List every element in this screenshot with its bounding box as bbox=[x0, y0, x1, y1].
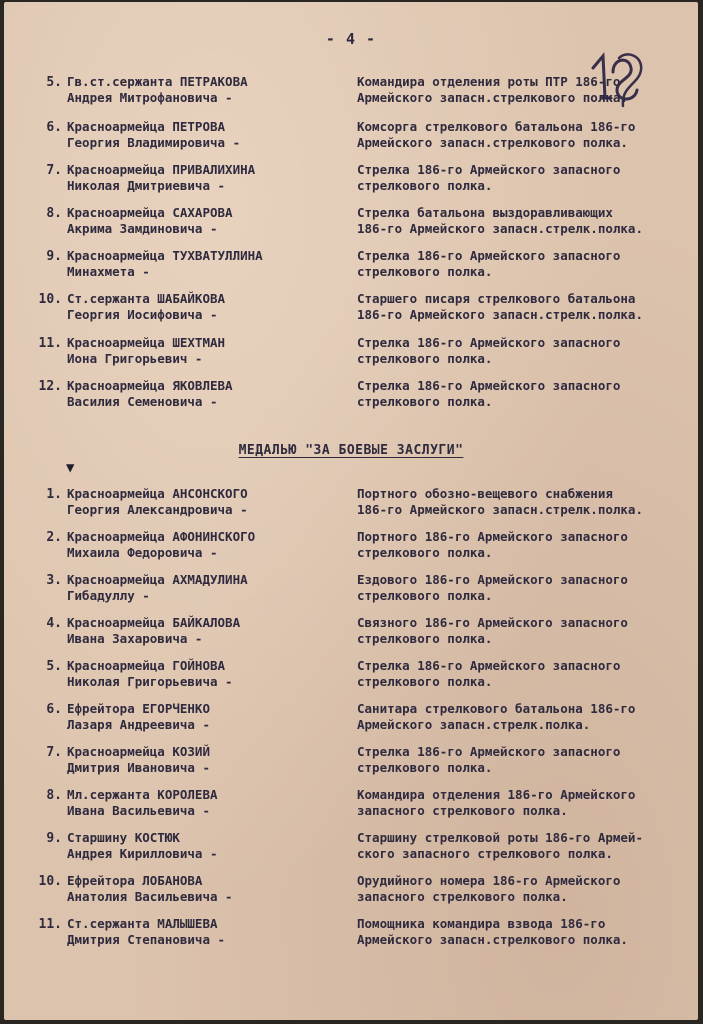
recipient-position: Стрелка батальона выздоравливающих 186-го Армейского запасн.стрелк.полка. bbox=[357, 205, 643, 236]
recipient-name: Красноармейца АФОНИНСКОГО Михаила Федоровича - bbox=[67, 529, 256, 560]
recipient-name: Красноармейца САХАРОВА Акрима Замдиновича - bbox=[67, 205, 233, 236]
list-item bbox=[4, 162, 698, 202]
recipient-name: Красноармейца АНСОНСКОГО Георгия Александровича - bbox=[67, 486, 248, 517]
item-number: 5. bbox=[46, 75, 62, 90]
recipient-name: Мл.сержанта КОРОЛЕВА Ивана Васильевича - bbox=[67, 787, 218, 818]
recipient-position: Связного 186-го Армейского запасного стрелкового полка. bbox=[357, 615, 628, 646]
list-item bbox=[4, 615, 698, 655]
recipient-name: Красноармейца ШЕХТМАН Иона Григорьевич - bbox=[67, 335, 226, 366]
list-item bbox=[4, 205, 698, 245]
list-item bbox=[4, 916, 698, 956]
recipient-position: Стрелка 186-го Армейского запасного стрелкового полка. bbox=[357, 248, 621, 279]
margin-mark-icon: ▼ bbox=[66, 460, 75, 476]
recipient-name: Ефрейтора ЕГОРЧЕНКО Лазаря Андреевича - bbox=[67, 701, 210, 732]
recipient-position: Стрелка 186-го Армейского запасного стрелкового полка. bbox=[357, 378, 621, 409]
list-item bbox=[4, 335, 698, 375]
recipient-name: Красноармейца АХМАДУЛИНА Гибадуллу - bbox=[67, 572, 248, 603]
item-number: 7. bbox=[46, 745, 62, 760]
recipient-position: Стрелка 186-го Армейского запасного стрелкового полка. bbox=[357, 658, 621, 689]
item-number: 2. bbox=[46, 530, 62, 545]
recipient-name: Красноармейца БАЙКАЛОВА Ивана Захаровича - bbox=[67, 615, 241, 646]
item-number: 7. bbox=[46, 163, 62, 178]
list-item bbox=[4, 291, 698, 331]
item-number: 8. bbox=[46, 206, 62, 221]
section-title: МЕДАЛЬЮ "ЗА БОЕВЫЕ ЗАСЛУГИ" bbox=[238, 443, 464, 458]
item-number: 10. bbox=[38, 292, 62, 307]
list-item bbox=[4, 529, 698, 569]
list-item bbox=[4, 378, 698, 418]
recipient-position: Стрелка 186-го Армейского запасного стрелкового полка. bbox=[357, 335, 621, 366]
item-number: 9. bbox=[46, 831, 62, 846]
recipient-position: Командира отделения роты ПТР 186-го Армейского запасн.стрелкового полка. bbox=[357, 74, 628, 105]
page-number: - 4 - bbox=[325, 30, 377, 48]
list-item bbox=[4, 873, 698, 913]
recipient-position: Командира отделения 186-го Армейского запасного стрелкового полка. bbox=[357, 787, 636, 818]
recipient-name: Ефрейтора ЛОБАНОВА Анатолия Васильевича - bbox=[67, 873, 233, 904]
recipient-name: Красноармейца ЯКОВЛЕВА Василия Семеновича - bbox=[67, 378, 233, 409]
recipient-position: Санитара стрелкового батальона 186-го Армейского запасн.стрелк.полка. bbox=[357, 701, 636, 732]
list-item bbox=[4, 248, 698, 288]
item-number: 10. bbox=[38, 874, 62, 889]
list-item bbox=[4, 701, 698, 741]
recipient-name: Ст.сержанта ШАБАЙКОВА Георгия Иосифовича - bbox=[67, 291, 226, 322]
item-number: 6. bbox=[46, 120, 62, 135]
item-number: 11. bbox=[38, 917, 62, 932]
recipient-position: Старшего писаря стрелкового батальона 186-го Армейского запасн.стрелк.полка. bbox=[357, 291, 643, 322]
list-item bbox=[4, 572, 698, 612]
item-number: 9. bbox=[46, 249, 62, 264]
list-item bbox=[4, 486, 698, 526]
recipient-position: Портного обозно-вещевого снабжения 186-го Армейского запасн.стрелк.полка. bbox=[357, 486, 643, 517]
list-item bbox=[4, 787, 698, 827]
recipient-position: Помощника командира взвода 186-го Армейского запасн.стрелкового полка. bbox=[357, 916, 628, 947]
recipient-position: Стрелка 186-го Армейского запасного стрелкового полка. bbox=[357, 744, 621, 775]
item-number: 3. bbox=[46, 573, 62, 588]
recipient-position: Ездового 186-го Армейского запасного стрелкового полка. bbox=[357, 572, 628, 603]
recipient-name: Красноармейца КОЗИЙ Дмитрия Ивановича - bbox=[67, 744, 210, 775]
document-page bbox=[4, 2, 698, 1020]
item-number: 5. bbox=[46, 659, 62, 674]
recipient-position: Орудийного номера 186-го Армейского запасного стрелкового полка. bbox=[357, 873, 621, 904]
recipient-position: Портного 186-го Армейского запасного стрелкового полка. bbox=[357, 529, 628, 560]
item-number: 6. bbox=[46, 702, 62, 717]
recipient-position: Комсорга стрелкового батальона 186-го Армейского запасн.стрелкового полка. bbox=[357, 119, 636, 150]
item-number: 4. bbox=[46, 616, 62, 631]
item-number: 8. bbox=[46, 788, 62, 803]
list-item bbox=[4, 830, 698, 870]
item-number: 11. bbox=[38, 336, 62, 351]
list-item bbox=[4, 744, 698, 784]
list-item bbox=[4, 658, 698, 698]
recipient-name: Ст.сержанта МАЛЫШЕВА Дмитрия Степановича - bbox=[67, 916, 226, 947]
recipient-name: Красноармейца ГОЙНОВА Николая Григорьевича - bbox=[67, 658, 233, 689]
item-number: 12. bbox=[38, 379, 62, 394]
item-number: 1. bbox=[46, 487, 62, 502]
recipient-name: Старшину КОСТЮК Андрея Кирилловича - bbox=[67, 830, 218, 861]
recipient-name: Красноармейца ПРИВАЛИХИНА Николая Дмитриевича - bbox=[67, 162, 256, 193]
recipient-name: Гв.ст.сержанта ПЕТРАКОВА Андрея Митрофановича - bbox=[67, 74, 248, 105]
recipient-name: Красноармейца ПЕТРОВА Георгия Владимировича - bbox=[67, 119, 241, 150]
recipient-name: Красноармейца ТУХВАТУЛЛИНА Минахмета - bbox=[67, 248, 263, 279]
recipient-position: Стрелка 186-го Армейского запасного стрелкового полка. bbox=[357, 162, 621, 193]
list-item bbox=[4, 74, 698, 114]
list-item bbox=[4, 119, 698, 159]
recipient-position: Старшину стрелковой роты 186-го Армей- ского запасного стрелкового полка. bbox=[357, 830, 643, 861]
